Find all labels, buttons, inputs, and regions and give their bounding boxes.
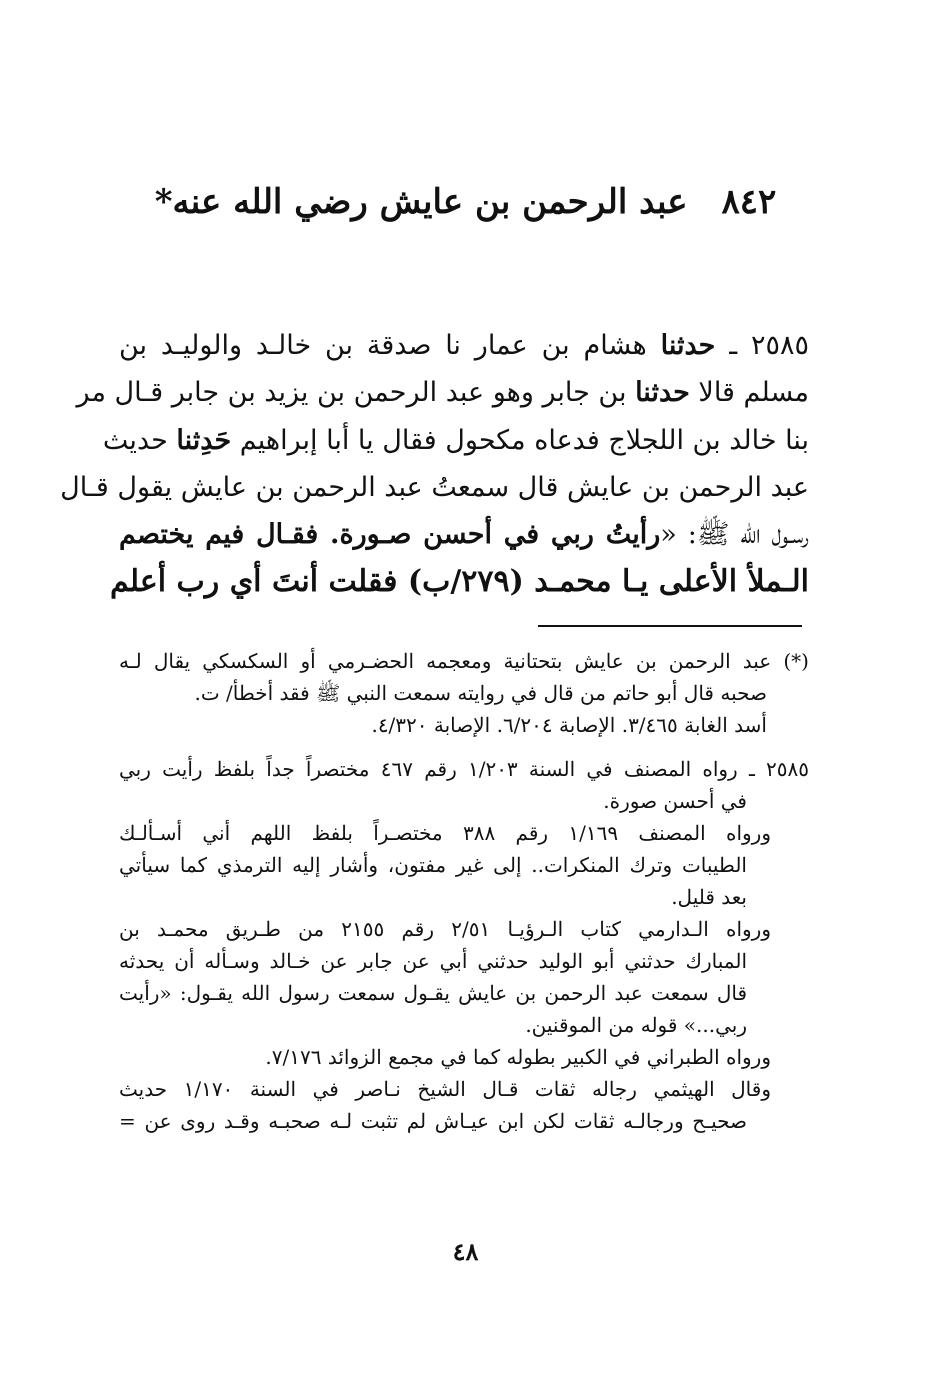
chapter-number: ٨٤٢ [721,182,777,222]
footnote-line: ورواه الـدارمي كتاب الـرؤيـا ٢/٥١ رقم ٢١٥٥ من طـريق محمـد بن [119,917,771,941]
footnote-gap [119,741,809,753]
footnote-line: صحبه قال أبو حاتم من قال في روايته سمعت النبي ﷺ فقد أخطأ/ ت. [194,681,767,705]
footnote-line: ورواه المصنف ١/١٦٩ رقم ٣٨٨ مختصـراً بلفظ اللهم أني أسـألـك [119,821,772,845]
footnote-line: وقال الهيثمي رجاله ثقات قـال الشيخ نـاصر في السنة ١/١٧٠ حديث [119,1077,771,1101]
hadith-text [60,322,810,606]
footnote-line: ورواه الطبراني في الكبير بطوله كما في مجمع الزوائد ٧/١٧٦. [265,1045,771,1069]
footnote-line: في أحسن صورة. [603,789,747,813]
hadith-line: عبد الرحمن بن عايش قال سمعتُ عبد الرحمن بن عايش يقول قـال [60,471,809,503]
footnote-line: أسد الغابة ٣/٤٦٥. الإصابة ٦/٢٠٤. الإصابة ٤/٣٢٠. [371,713,767,737]
chapter-name: عبد الرحمن بن عايش رضي الله عنه* [154,182,688,222]
footnote-line: صحيـح ورجالـه ثقات لكن ابن عيـاش لم تثبت لـه صحبـه وقـد روى عن = [119,1109,747,1133]
footnote-line: قال سمعت عبد الرحمن بن عايش يقـول سمعت رسول الله يقـول: «رأيت [119,981,747,1005]
page-number: ٤٨ [452,1237,479,1266]
footnote-line: ٢٥٨٥ ـ رواه المصنف في السنة ١/٢٠٣ رقم ٤٦٧ مختصراً جداً بلفظ رأيت ربي [119,757,809,781]
footnote-line: (*) عبد الرحمن بن عايش بتحتانية ومعجمه الحضـرمي أو السكسكي يقال لـه [119,649,809,673]
hadith-line: رسـول الله ﷺ: «رأيتُ ربي في أحسن صـورة. فقـال فيم يختصم [119,519,810,551]
footnote-line: ربي...» قوله من الموقنين. [525,1013,747,1037]
hadith-line: ٢٥٨٥ ـ حدثنا هشام بن عمار نا صدقة بن خالـد والوليـد بن [119,330,809,361]
footnote-line: الطيبات وترك المنكرات.. إلى غير مفتون، وأشار إليه الترمذي كما سيأتي [119,853,747,877]
footnotes [119,645,809,1137]
hadith-line: مسلم قالا حدثنا بن جابر وهو عبد الرحمن بن يزيد بن جابر قـال مر [76,377,809,409]
hadith-line: الـملأ الأعلى يـا محمـد (٢٧٩/ب) فقلت أنتَ أي رب أعلم [109,564,809,600]
footnote-separator [538,625,802,627]
chapter-title [120,172,811,232]
hadith-line: بنا خالد بن اللجلاج فدعاه مكحول فقال يا أبا إبراهيم حَدِثنا حديث [102,424,809,456]
footnote-line: بعد قليل. [671,885,747,909]
footnote-line: المبارك حدثني أبو الوليد حدثني أبي عن جابر عن خـالد وسـأله أن يحدثه [119,949,747,973]
